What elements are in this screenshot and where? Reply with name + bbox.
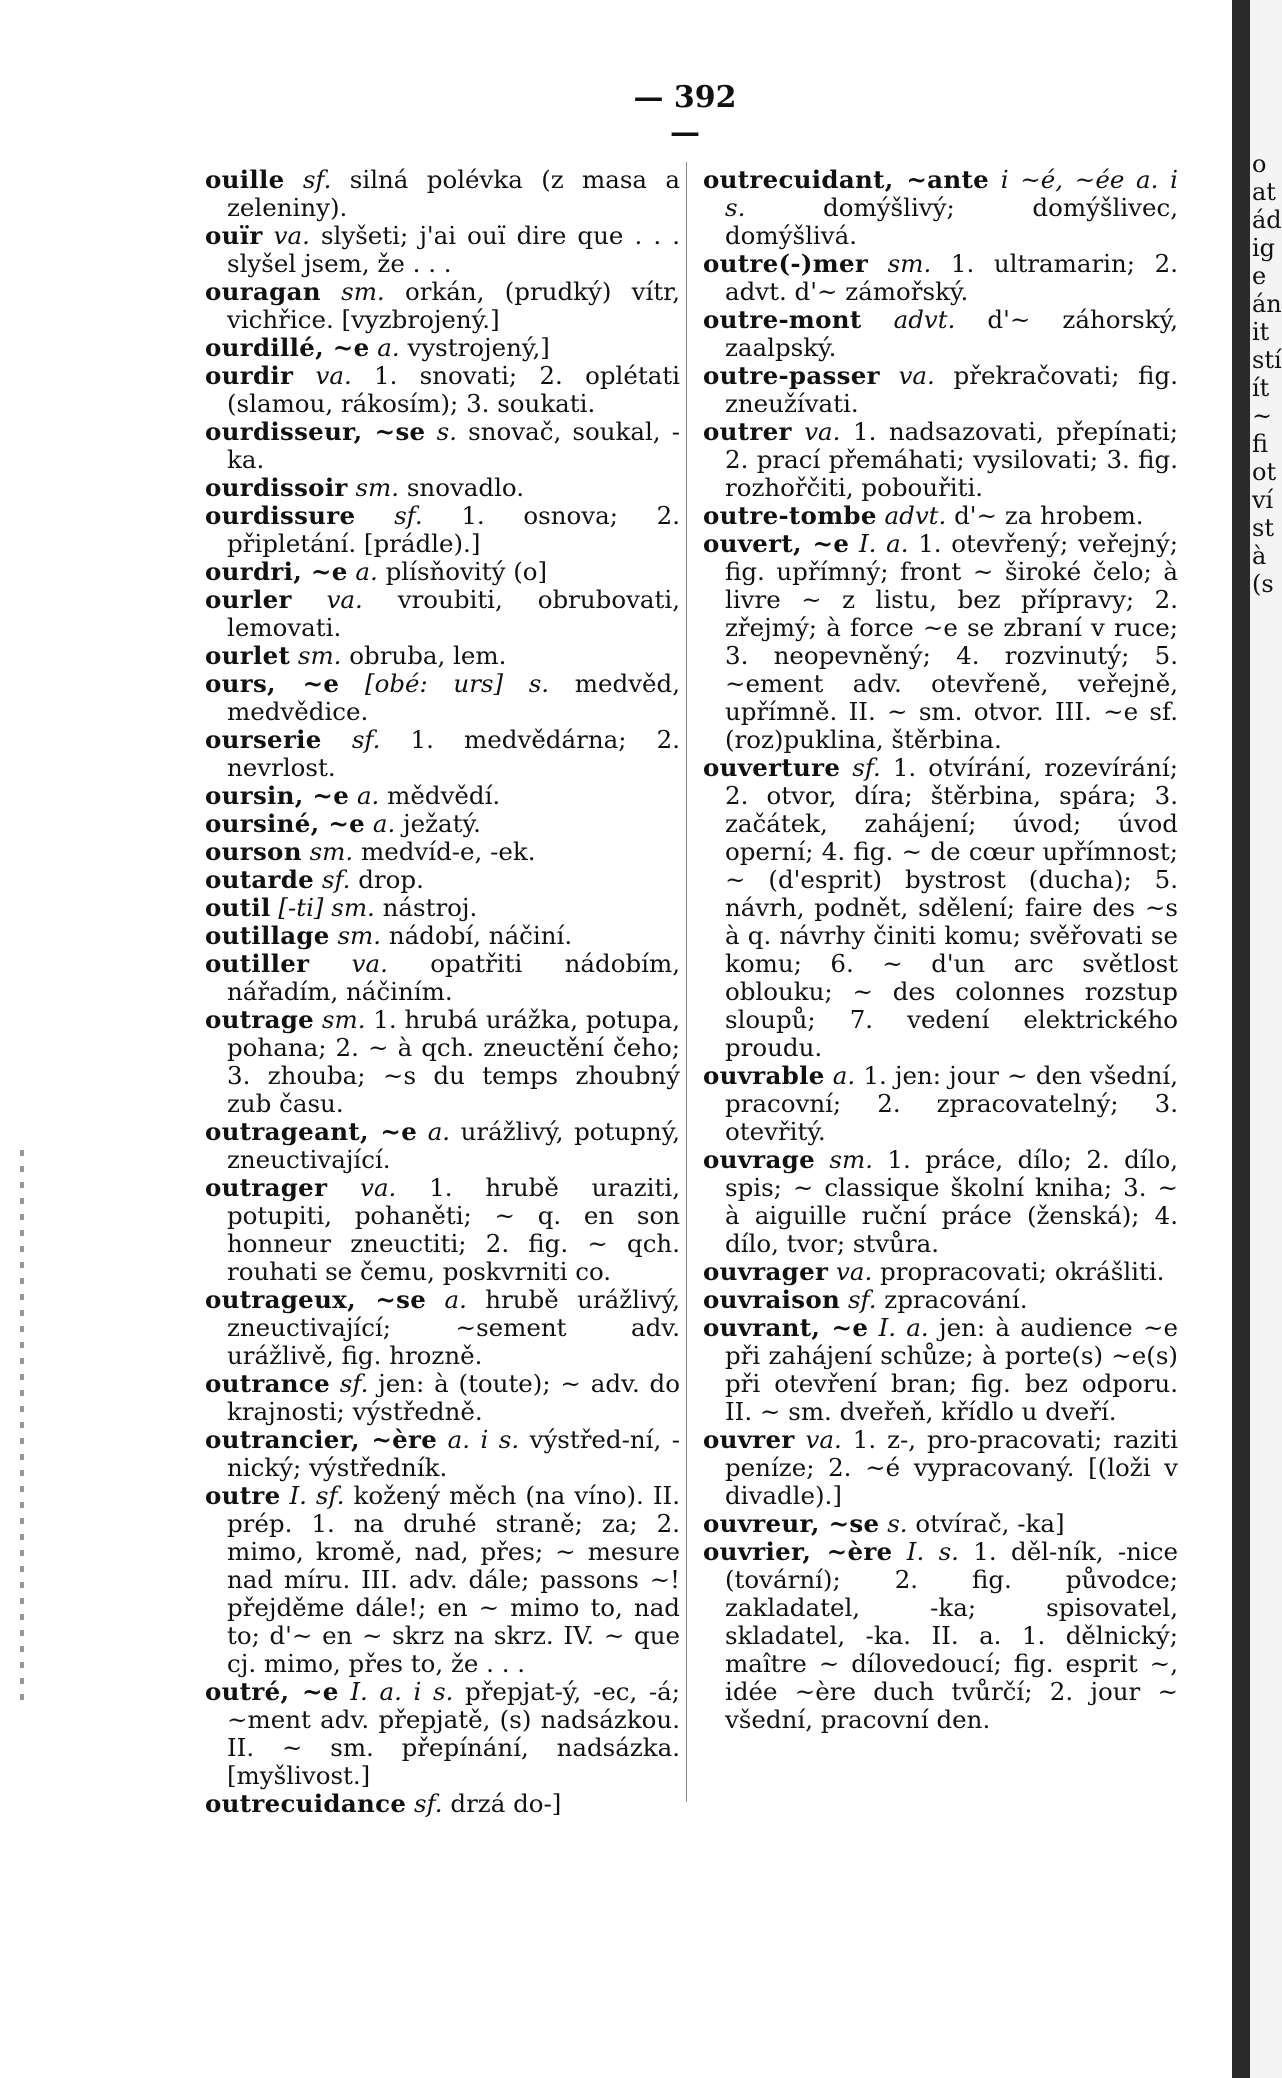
entry-definition: orkán, (prudký) vítr, vichřice. [vyzbrojený.] [227,277,680,334]
dictionary-entry [205,1370,680,1426]
entry-definition: hrubě urážlivý, zneuctivající; ~sement adv. urážlivě, fig. hrozně. [227,1285,681,1370]
entry-definition: vystrojený,] [407,333,550,362]
entry-definition: 1. práce, dílo; 2. dílo, spis; ~ classique školní kniha; 3. ~ à aiguille ruční práce (ženská); 4. dílo, tvor; stvůra. [725,1145,1178,1258]
entry-definition: 1. hrubě uraziti, potupiti, pohaněti; ~ q. en son honneur zneuctiti; 2. fig. ~ qch. rouhati se čemu, poskvrniti co. [227,1173,680,1286]
entry-grammar: [-ti] sm. [278,893,375,922]
entry-grammar: sf. [414,1789,443,1818]
entry-grammar: I. a. [878,1313,929,1342]
entry-definition: medvíd-e, -ek. [361,837,536,866]
entry-definition: 1. z-, pro-pracovati; raziti peníze; 2. ~é vypracovaný. [(loži v divadle).] [725,1425,1178,1510]
entry-headword: outre(-)mer [703,249,869,278]
entry-definition: 1. medvědárna; 2. nevrlost. [227,725,680,782]
next-page-fragment: e [1252,262,1267,290]
entry-headword: outrecuidance [205,1789,407,1818]
dictionary-entry [205,810,680,838]
entry-headword: ourdillé, ~e [205,333,370,362]
entry-headword: ouvrager [703,1257,829,1286]
entry-grammar: va. [326,585,363,614]
entry-definition: drop. [358,865,424,894]
entry-headword: ouvreur, ~se [703,1509,880,1538]
entry-definition: 1. snovati; 2. oplétati (slamou, rákosím); 3. soukati. [227,361,680,418]
dictionary-entry [703,362,1178,418]
dictionary-entry [205,362,680,418]
column-divider [686,162,687,1802]
entry-grammar: sf. [852,753,881,782]
entry-headword: ourson [205,837,302,866]
entry-grammar: va. [273,221,310,250]
entry-definition: snovadlo. [406,473,525,502]
entry-definition: 1. jen: jour ~ den všední, pracovní; 2. zpracovatelný; 3. otevřitý. [725,1061,1178,1146]
entry-grammar: sf. [302,165,332,194]
entry-grammar: sf. [847,1285,877,1314]
entry-grammar: advt. [884,501,947,530]
dictionary-entry [703,306,1178,362]
dictionary-entry [205,1118,680,1174]
dictionary-entry [703,502,1178,530]
entry-headword: outrance [205,1369,330,1398]
entry-headword: oursin, ~e [205,781,350,810]
dictionary-entry [205,1006,680,1118]
entry-headword: ourdissoir [205,473,348,502]
entry-definition: jen: à audience ~e při zahájení schůze; à porte(s) ~e(s) při otevření bran; fig. bez odporu. II. ~ sm. dveřeň, křídlo u dveří. [725,1313,1178,1426]
entry-grammar: sm. [887,249,932,278]
entry-grammar: a. [355,557,378,586]
entry-grammar: sm. [829,1145,873,1174]
entry-headword: ourdri, ~e [205,557,348,586]
next-page-fragment: o [1252,150,1267,178]
entry-headword: ourler [205,585,292,614]
entry-grammar: I. a. [858,529,909,558]
next-page-fragment: ví [1252,486,1274,514]
dictionary-entry [703,1062,1178,1146]
dictionary-entry [205,474,680,502]
entry-definition: snovač, soukal, -ka. [227,417,681,474]
dictionary-entry [703,1258,1178,1286]
entry-grammar: a. [832,1061,856,1090]
entry-headword: outre-passer [703,361,880,390]
entry-definition: obruba, lem. [349,641,507,670]
entry-definition: kožený měch (na víno). II. prép. 1. na druhé straně; za; 2. mimo, kromě, nad, přes; ~ mesure nad míru. III. adv. dále; passons ~! přejděme dále!; en ~ mimo to, nad to; d'~ en ~ skrz na skrz. IV. ~ que cj. mimo, přes to, že . . . [227,1481,680,1678]
entry-headword: ouvrage [703,1145,815,1174]
entry-grammar: s. [887,1509,908,1538]
entry-headword: ouverture [703,753,841,782]
entry-headword: outrancier, ~ère [205,1425,438,1454]
entry-headword: ouvrer [703,1425,795,1454]
entry-grammar: sm. [355,473,400,502]
entry-headword: outrageant, ~e [205,1117,418,1146]
entry-definition: otvírač, -ka] [915,1509,1065,1538]
entry-definition: slyšeti; j'ai ouï dire que . . . slyšel jsem, že . . . [227,221,680,278]
entry-headword: outré, ~e [205,1677,339,1706]
entry-definition: propracovati; okrášliti. [880,1257,1165,1286]
next-page-fragment: án [1252,290,1282,318]
dictionary-entry [703,1314,1178,1426]
book-gutter [1232,0,1250,2078]
entry-definition: 1. nadsazovati, přepínati; 2. prací přemáhati; vysilovati; 3. fig. rozhořčiti, pobouřiti. [725,417,1178,502]
entry-grammar: sf. [351,725,381,754]
entry-headword: outillage [205,921,330,950]
dictionary-entry [205,1790,680,1818]
dictionary-entry [205,838,680,866]
entry-definition: 1. děl-ník, -nice (tovární); 2. fig. původce; zakladatel, -ka; spisovatel, skladatel, -ka. II. a. 1. dělnický; maître ~ dílovedoucí; fig. esprit ~, idée ~ère duch tvůrčí; 2. jour ~ všední, pracovní den. [725,1537,1178,1734]
entry-grammar: va. [805,1425,842,1454]
next-page-fragment: fi [1252,430,1269,458]
entry-grammar: advt. [893,305,956,334]
entry-definition: d'~ záhorský, zaalpský. [725,305,1178,362]
entry-definition: 1. ultramarin; 2. advt. d'~ zámořský. [725,249,1179,306]
dictionary-entry [703,250,1178,306]
entry-definition: překračovati; fig. zneužívati. [725,361,1178,418]
entry-definition: plísňovitý (o] [385,557,548,586]
entry-grammar: va. [836,1257,873,1286]
dictionary-entry [205,166,680,222]
entry-headword: ouragan [205,277,321,306]
entry-headword: ouvraison [703,1285,841,1314]
next-page-fragment: stí [1252,346,1282,374]
entry-grammar: a. i s. [447,1425,520,1454]
entry-definition: vroubiti, obrubovati, lemovati. [227,585,680,642]
right-column [703,166,1178,1734]
entry-headword: ourlet [205,641,291,670]
entry-grammar: sm. [321,1005,366,1034]
entry-definition: 1. otevřený; veřejný; fig. upřímný; front ~ široké čelo; à livre ~ z listu, bez přípravy; 2. zřejmý; à force ~e se zbraní v ruce; 3. neopevněný; 4. rozvinutý; 5. ~ement adv. otevřeně, veřejně, upřímně. II. ~ sm. otvor. III. ~e sf. (roz)puklina, štěrbina. [725,529,1178,754]
entry-grammar: va. [351,949,388,978]
dictionary-entry [703,530,1178,754]
dictionary-entry [703,1286,1178,1314]
entry-headword: outre-mont [703,305,862,334]
entry-grammar: va. [360,1173,397,1202]
entry-headword: outiller [205,949,310,978]
dictionary-entry [205,670,680,726]
dictionary-entry [205,1286,680,1370]
entry-grammar: va. [804,417,841,446]
next-page-fragment: st [1252,514,1274,542]
entry-grammar: sf. [394,501,423,530]
entry-headword: outarde [205,865,315,894]
entry-headword: ouvrier, ~ère [703,1537,893,1566]
entry-grammar: sm. [337,921,382,950]
entry-grammar: sm. [309,837,354,866]
dictionary-entry [703,754,1178,1062]
entry-grammar: I. s. [906,1537,959,1566]
entry-headword: ourdisseur, ~se [205,417,426,446]
dictionary-entry [205,1678,680,1790]
entry-definition: opatřiti nádobím, nářadím, náčiním. [227,949,680,1006]
dictionary-entry [205,950,680,1006]
entry-definition: silná polévka (z masa a zeleniny). [227,165,681,222]
entry-grammar: a. [427,1117,451,1146]
entry-grammar: a. [377,333,400,362]
next-page-fragment: ~ [1252,402,1273,430]
entry-headword: ourserie [205,725,322,754]
dictionary-entry [205,222,680,278]
dictionary-entry [703,166,1178,250]
page-number: — 392 — [633,80,737,150]
entry-definition: mědvědí. [387,781,501,810]
next-page-fragment: ád [1252,206,1282,234]
entry-definition: nástroj. [382,893,478,922]
entry-headword: outil [205,893,271,922]
entry-definition: 1. otvírání, rozevírání; 2. otvor, díra; štěrbina, spára; 3. začátek, zahájení; úvod; úvod operní; 4. fig. ~ de cœur upřímnost; ~ (d'esprit) bystrost (ducha); 5. návrh, podnět, sdělení; faire des ~s à q. návrhy činiti komu; svěřovati se komu; 6. ~ d'un arc světlost oblouku; ~ des colonnes rozstup sloupů; 7. vedení elektrického proudu. [725,753,1178,1062]
entry-grammar: s. [436,417,457,446]
entry-grammar: i ~é, ~ée a. i s. [725,165,1179,222]
entry-grammar: va. [898,361,935,390]
entry-headword: outrageux, ~se [205,1285,427,1314]
dictionary-entry [703,1510,1178,1538]
entry-definition: drzá do-] [450,1789,562,1818]
entry-grammar: a. [356,781,380,810]
next-page-fragment: ig [1252,234,1276,262]
dictionary-entry [205,586,680,642]
entry-headword: ouvrant, ~e [703,1313,869,1342]
dictionary-entry [703,1538,1178,1734]
next-page-fragment: it [1252,318,1270,346]
next-page-text [1250,0,1282,598]
entry-definition: medvěd, medvědice. [227,669,681,726]
entry-definition: urážlivý, potupný, zneuctivající. [227,1117,680,1174]
entry-grammar: a. [444,1285,467,1314]
entry-grammar: sm. [297,641,342,670]
dictionary-entry [205,866,680,894]
dictionary-entry [205,278,680,334]
entry-headword: oursiné, ~e [205,809,366,838]
dictionary-entry [205,1174,680,1286]
entry-definition: ježatý. [403,809,481,838]
dictionary-entry [205,502,680,558]
entry-grammar: sf. [339,1369,369,1398]
dictionary-entry [205,1426,680,1482]
entry-definition: 1. osnova; 2. připletání. [prádle).] [227,501,680,558]
next-page-fragment: at [1252,178,1276,206]
entry-headword: outre-tombe [703,501,877,530]
entry-definition: domýšlivý; domýšlivec, domýšlivá. [725,193,1178,250]
next-page-edge [1250,0,1282,2078]
dictionary-entry [205,334,680,362]
left-column [205,166,680,1818]
entry-definition: 1. hrubá urážka, potupa, pohana; 2. ~ à qch. zneuctění čeho; 3. zhouba; ~s du temps zhoubný zub času. [227,1005,681,1118]
entry-headword: ouvert, ~e [703,529,850,558]
dictionary-entry [205,726,680,782]
entry-grammar: va. [315,361,352,390]
entry-definition: přepjat-ý, -ec, -á; ~ment adv. přepjatě, (s) nadsázkou. II. ~ sm. přepínání, nadsázka. [myšlivost.] [227,1677,681,1790]
dictionary-entry [703,418,1178,502]
entry-grammar: I. sf. [289,1481,345,1510]
next-page-fragment: (s [1252,570,1274,598]
entry-headword: ouïr [205,221,263,250]
dictionary-entry [205,642,680,670]
next-page-fragment: ot [1252,458,1277,486]
entry-headword: ouvrable [703,1061,825,1090]
entry-grammar: sf. [321,865,351,894]
entry-grammar: I. a. i s. [350,1677,454,1706]
entry-headword: outrager [205,1173,328,1202]
entry-headword: outrecuidant, ~ante [703,165,989,194]
entry-headword: outrage [205,1005,315,1034]
entry-definition: jen: à (toute); ~ adv. do krajnosti; výstředně. [227,1369,680,1426]
entry-headword: outre [205,1481,281,1510]
dictionary-entry [205,782,680,810]
scan-edge-marks [20,1150,24,1700]
entry-headword: ouille [205,165,285,194]
dictionary-entry [205,558,680,586]
entry-headword: ourdir [205,361,294,390]
entry-definition: d'~ za hrobem. [954,501,1144,530]
entry-headword: ourdissure [205,501,356,530]
dictionary-entry [205,922,680,950]
entry-grammar: sm. [341,277,385,306]
entry-grammar: [obé: urs] s. [365,669,550,698]
dictionary-entry [205,894,680,922]
entry-grammar: a. [372,809,396,838]
entry-definition: zpracování. [884,1285,1028,1314]
entry-headword: outrer [703,417,792,446]
dictionary-entry [205,1482,680,1678]
entry-definition: nádobí, náčiní. [388,921,573,950]
dictionary-entry [703,1146,1178,1258]
entry-definition: výstřed-ní, -nický; výstředník. [227,1425,681,1482]
dictionary-entry [205,418,680,474]
next-page-fragment: ít [1252,374,1270,402]
next-page-fragment: à [1252,542,1267,570]
dictionary-entry [703,1426,1178,1510]
entry-headword: ours, ~e [205,669,340,698]
